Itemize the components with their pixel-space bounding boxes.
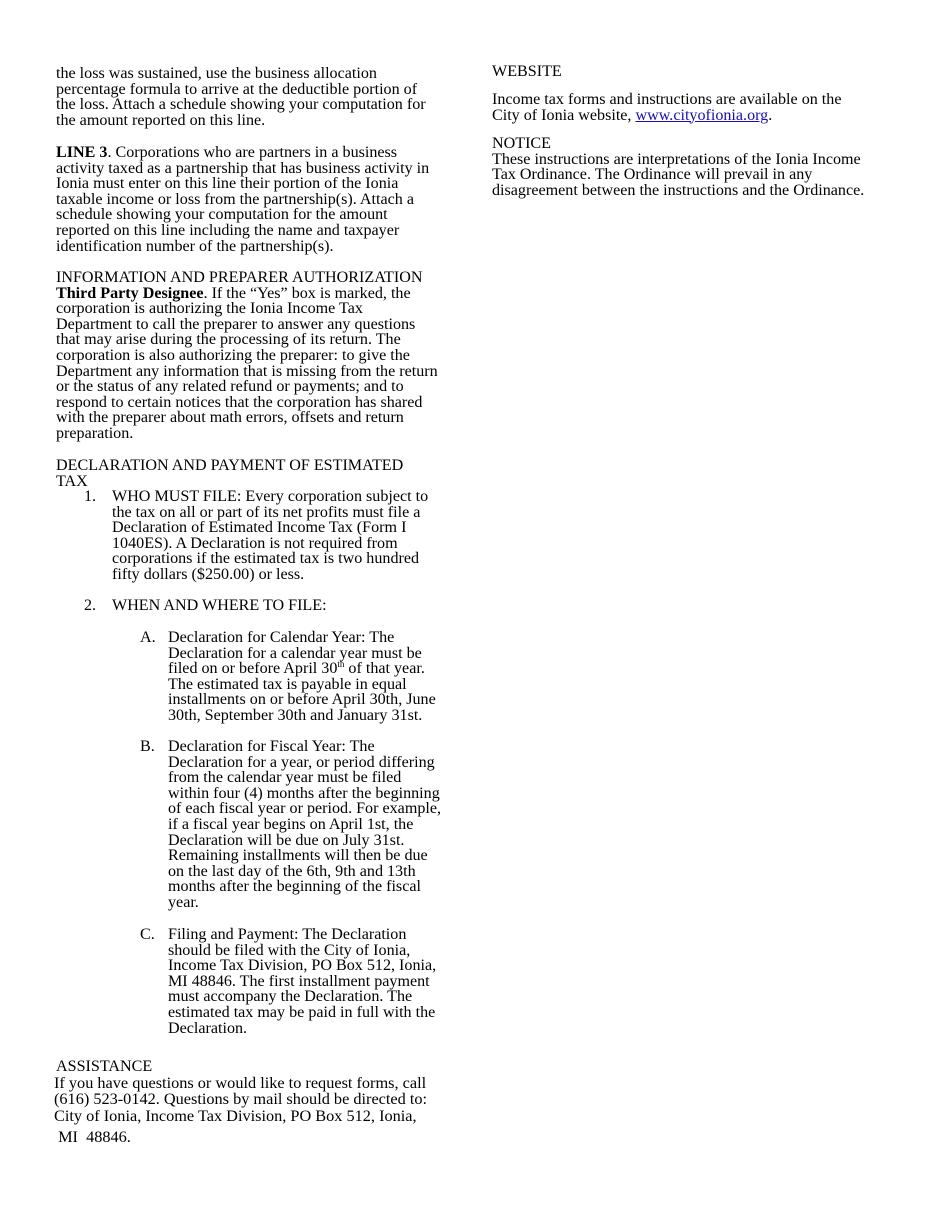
item-line: The estimated tax is payable in equal: [168, 675, 407, 693]
item-line: should be filed with the City of Ionia,: [168, 941, 411, 959]
assistance-text: [54, 1075, 474, 1145]
intro-line: the amount reported on this line.: [56, 111, 266, 129]
website-line: City of Ionia website,: [492, 106, 636, 124]
website-line: .: [768, 106, 773, 124]
who-must-file-item: [112, 489, 472, 583]
item-line: of each fiscal year or period. For example,: [168, 800, 442, 818]
website-heading: WEBSITE: [492, 63, 562, 80]
designee-line: Department any information that is missing from the return: [56, 362, 438, 380]
item-line: Income Tax Division, PO Box 512, Ionia,: [168, 957, 437, 975]
preparer-authorization-section: [56, 270, 438, 442]
line3-line: Ionia must enter on this line their portion of the Ionia: [56, 175, 399, 193]
filing-payment-item: [168, 927, 468, 1036]
designee-line: . If the “Yes” box is marked, the: [203, 284, 411, 302]
list-letter: A.: [140, 629, 156, 646]
list-number: 2.: [84, 597, 97, 614]
assistance-line: If you have questions or would like to request forms, call: [54, 1073, 427, 1092]
fiscal-year-item: [168, 739, 468, 911]
item-line: Declaration for Fiscal Year: The: [168, 738, 375, 755]
item-line: Declaration for Calendar Year: The: [168, 629, 395, 646]
line3-paragraph: [56, 145, 429, 254]
assistance-line: MI 48846.: [54, 1126, 131, 1146]
item-line: estimated tax may be paid in full with the: [168, 1003, 436, 1021]
notice-heading: NOTICE: [492, 135, 551, 152]
website-link[interactable]: www.cityofionia.org: [635, 106, 769, 124]
item-line: corporations if the estimated tax is two hundred: [112, 550, 420, 568]
line3-line: taxable income or loss from the partnership(s). Attach a: [56, 190, 414, 208]
declaration-heading-line: DECLARATION AND PAYMENT OF ESTIMATED: [56, 457, 404, 474]
line3-line: . Corporations who are partners in a business: [107, 144, 398, 161]
assistance-heading: ASSISTANCE: [56, 1058, 153, 1075]
notice-line: Tax Ordinance. The Ordinance will prevail in any: [492, 166, 813, 184]
third-party-designee-label: Third Party Designee: [56, 284, 204, 302]
notice-line: These instructions are interpretations of the Ionia Income: [492, 150, 861, 168]
when-where-to-file-item: WHEN AND WHERE TO FILE:: [112, 597, 327, 614]
list-letter: B.: [140, 738, 155, 755]
designee-line: preparation.: [56, 424, 134, 442]
designee-line: corporation is also authorizing the preparer: to give the: [56, 346, 410, 364]
item-line: of that year.: [344, 660, 425, 678]
notice-line: disagreement between the instructions and the Ordinance.: [492, 181, 865, 199]
preparer-authorization-heading: INFORMATION AND PREPARER AUTHORIZATION: [56, 269, 423, 286]
item-line: Declaration.: [168, 1019, 248, 1037]
designee-line: or the status of any related refund or payments; and to: [56, 378, 404, 396]
designee-line: Department to call the preparer to answer any questions: [56, 315, 416, 333]
item-line: Declaration for a calendar year must be: [168, 644, 422, 662]
declaration-heading-line: TAX: [56, 472, 88, 490]
line3-line: schedule showing your computation for the amount: [56, 206, 388, 224]
website-text: [492, 92, 902, 123]
designee-line: respond to certain notices that the corporation has shared: [56, 393, 423, 411]
designee-line: corporation is authorizing the Ionia Income Tax: [56, 300, 363, 318]
item-line: 30th, September 30th and January 31st.: [168, 706, 423, 724]
item-line: Declaration for a year, or period differing: [168, 753, 435, 771]
ordinal-suffix: th: [337, 659, 345, 670]
item-line: within four (4) months after the beginning: [168, 784, 440, 802]
intro-line: the loss was sustained, use the business allocation: [56, 65, 377, 82]
line3-line: identification number of the partnership(s).: [56, 237, 334, 255]
list-number: 1.: [84, 488, 97, 505]
item-line: on the last day of the 6th, 9th and 13th: [168, 862, 416, 880]
website-section: [492, 64, 562, 80]
item-line: must accompany the Declaration. The: [168, 988, 413, 1006]
item-line: if a fiscal year begins on April 1st, the: [168, 815, 414, 833]
line3-label: LINE 3: [56, 144, 108, 161]
item-line: year.: [168, 893, 199, 911]
line3-line: reported on this line including the name and taxpayer: [56, 221, 400, 239]
item-line: MI 48846. The first installment payment: [168, 972, 430, 990]
item-line: Declaration of Estimated Income Tax (Form I: [112, 519, 407, 537]
item-line: 1040ES). A Declaration is not required from: [112, 534, 398, 552]
calendar-year-item: [168, 630, 468, 724]
line3-line: activity taxed as a partnership that has business activity in: [56, 159, 430, 177]
item-line: Filing and Payment: The Declaration: [168, 926, 407, 943]
item-line: WHO MUST FILE: Every corporation subject to: [112, 488, 429, 505]
item-line: installments on or before April 30th, June: [168, 691, 436, 709]
list-letter: C.: [140, 926, 155, 943]
item-line: Declaration will be due on July 31st.: [168, 831, 405, 849]
designee-line: with the preparer about math errors, offsets and return: [56, 409, 404, 427]
designee-line: that may arise during the processing of its return. The: [56, 331, 401, 349]
declaration-heading: [56, 458, 403, 489]
assistance-line: City of Ionia, Income Tax Division, PO Box 512, Ionia,: [54, 1105, 417, 1125]
intro-paragraph: [56, 66, 426, 128]
item-line: Remaining installments will then be due: [168, 847, 428, 865]
item-line: fifty dollars ($250.00) or less.: [112, 565, 305, 583]
item-line: filed on or before April 30: [168, 660, 338, 678]
intro-line: percentage formula to arrive at the deductible portion of: [56, 80, 418, 98]
website-line: Income tax forms and instructions are available on the: [492, 91, 842, 108]
intro-line: the loss. Attach a schedule showing your computation for: [56, 96, 426, 114]
item-line: the tax on all or part of its net profits must file a: [112, 503, 421, 521]
assistance-line: (616) 523-0142. Questions by mail should be directed to:: [54, 1089, 428, 1109]
item-line: months after the beginning of the fiscal: [168, 878, 421, 896]
notice-section: [492, 136, 912, 198]
item-line: from the calendar year must be filed: [168, 769, 402, 787]
